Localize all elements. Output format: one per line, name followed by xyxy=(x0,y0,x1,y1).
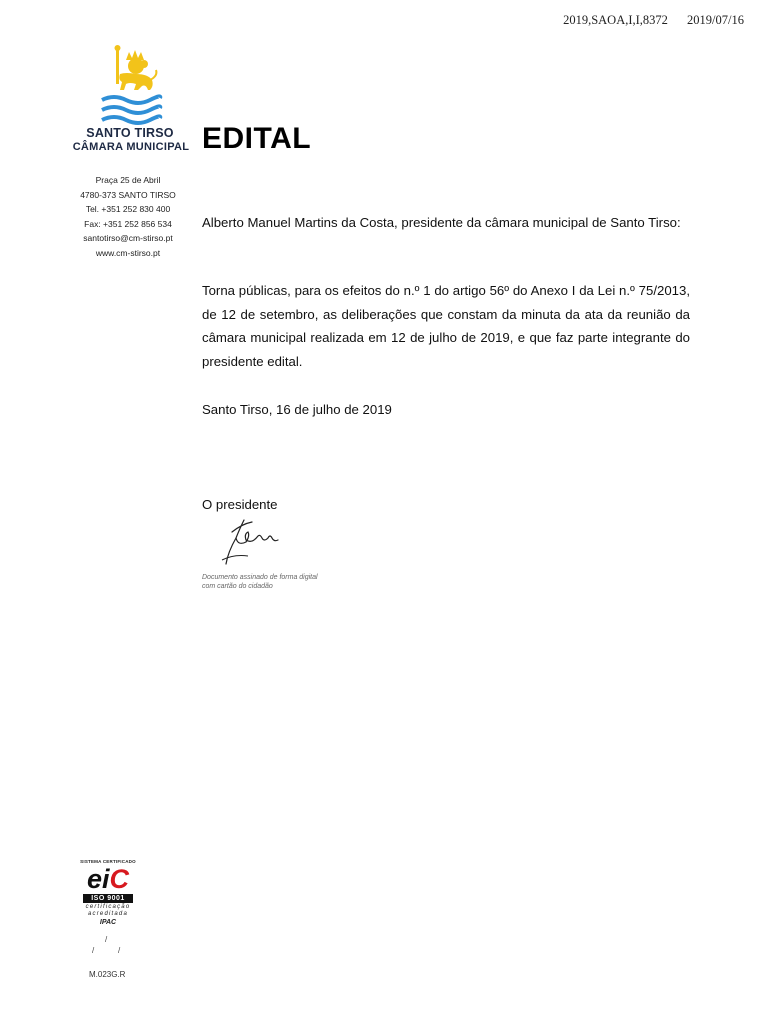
signature xyxy=(218,512,288,572)
eic-prefix: ei xyxy=(86,864,110,894)
eic-logo xyxy=(80,865,136,893)
santo-tirso-logo xyxy=(96,44,166,132)
contact-phone: Tel. +351 252 830 400 xyxy=(85,204,171,214)
main-paragraph: Torna públicas, para os efeitos do n.º 1 do artigo 56º do Anexo I da Lei n.º 75/2013, de 12 de setembro, as deliberações que constam da minuta da ata da reunião da câmara municipal realizada em 12 de julho de 2019, e que faz parte integrante do presidente edital. xyxy=(202,283,690,369)
footer-slash: / xyxy=(92,946,95,955)
handwritten-signature-icon xyxy=(218,512,288,572)
signatory-label: O presidente xyxy=(202,497,278,512)
reference-date: 2019/07/16 xyxy=(687,13,744,27)
footer-slash: / xyxy=(118,946,121,955)
santo-tirso-lion-crest-icon xyxy=(96,44,166,132)
certification-line2: acreditada xyxy=(87,911,129,917)
contact-fax: Fax: +351 252 856 534 xyxy=(84,218,172,229)
intro-paragraph: Alberto Manuel Martins da Costa, presidente da câmara municipal de Santo Tirso: xyxy=(202,215,681,230)
footer-slash: / xyxy=(105,935,108,944)
contact-website: www.cm-stirso.pt xyxy=(95,247,161,258)
contact-address: Praça 25 de Abril xyxy=(95,175,161,185)
signature-note-line2: com cartão do cidadão xyxy=(202,583,273,590)
organization-name: SANTO TIRSO xyxy=(86,126,174,140)
document-reference xyxy=(563,13,744,28)
signature-note-line1: Documento assinado de forma digital xyxy=(202,574,318,581)
contact-block xyxy=(66,173,190,260)
place-date-paragraph: Santo Tirso, 16 de julho de 2019 xyxy=(202,402,392,417)
form-code: M.023G.R xyxy=(89,970,126,979)
certification-label: SISTEMA CERTIFICADO xyxy=(80,859,136,864)
certification-line1: certificação xyxy=(85,904,131,910)
eic-suffix: C xyxy=(109,864,130,894)
accreditor-logo: IPAC xyxy=(99,919,117,926)
iso-badge: ISO 9001 xyxy=(83,894,133,903)
reference-number: 2019,SAOA,I,I,8372 xyxy=(563,13,668,27)
document-title: EDITAL xyxy=(202,122,312,155)
organization-subtitle: CÂMARA MUNICIPAL xyxy=(72,141,190,153)
certification-mark xyxy=(80,859,136,926)
contact-email: santotirso@cm-stirso.pt xyxy=(83,233,173,243)
contact-postal-code: 4780-373 SANTO TIRSO xyxy=(80,189,176,200)
digital-signature-note xyxy=(202,573,318,591)
